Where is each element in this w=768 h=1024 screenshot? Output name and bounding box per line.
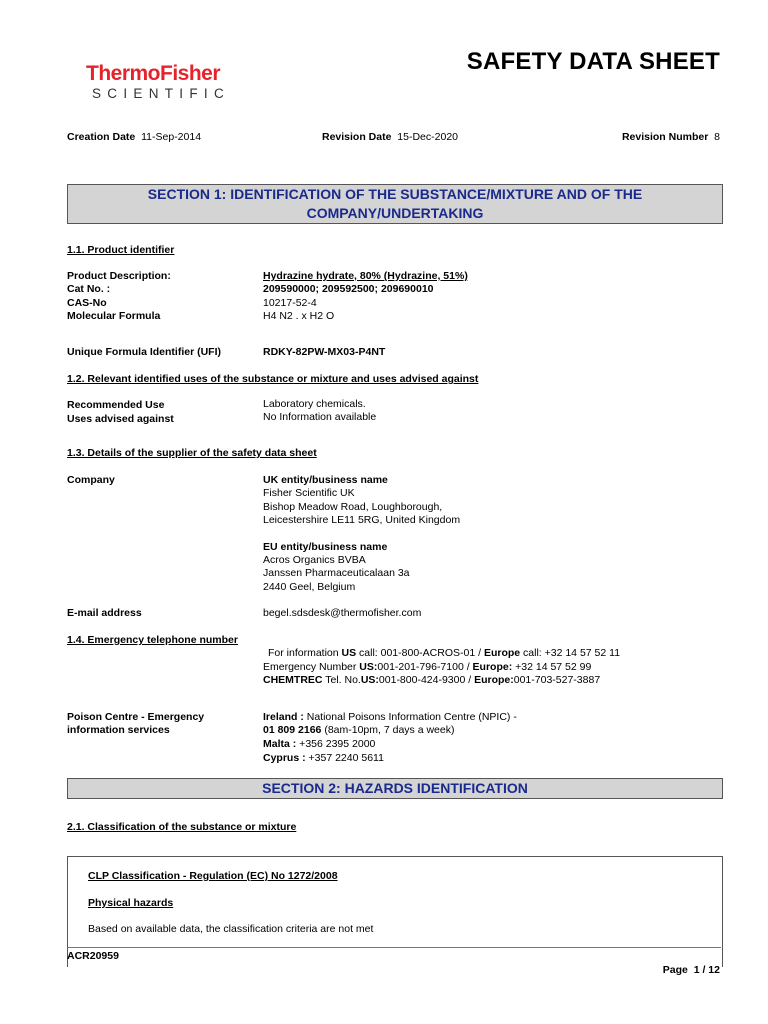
- creation-date: [67, 131, 201, 143]
- cat-label: Cat No. :: [67, 283, 111, 295]
- em1-text2: call: 001-800-ACROS-01 /: [356, 647, 484, 659]
- product-desc-value: Hydrazine hydrate, 80% (Hydrazine, 51%): [263, 270, 468, 282]
- section2-title: SECTION 2: HAZARDS IDENTIFICATION: [262, 780, 528, 796]
- poison-ireland: Ireland :: [263, 711, 304, 723]
- em1-europe: Europe: [483, 647, 521, 659]
- formula-label: Molecular Formula: [67, 310, 161, 322]
- s12-heading: 1.2. Relevant identified uses of the substance or mixture and uses advised against: [67, 373, 479, 385]
- page-value: 1 / 12: [693, 964, 720, 976]
- poison-line-2: [263, 724, 454, 736]
- revision-date-label: Revision Date: [322, 131, 392, 143]
- em1-us: US: [341, 647, 357, 659]
- em3-text2: 001-800-424-9300 /: [378, 674, 475, 686]
- em3-text3: 001-703-527-3887: [513, 674, 601, 686]
- formula-value: H4 N2 . x H2 O: [263, 310, 335, 322]
- ufi-label: Unique Formula Identifier (UFI): [67, 346, 221, 358]
- revision-number: [622, 131, 720, 143]
- email-value[interactable]: begel.sdsdesk@thermofisher.com: [263, 607, 422, 619]
- poison-cyprus-phone: +357 2240 5611: [305, 752, 384, 764]
- section1-title-line1: SECTION 1: IDENTIFICATION OF THE SUBSTANCE/MIXTURE AND OF THE: [147, 186, 643, 202]
- poison-label-1: Poison Centre - Emergency: [67, 711, 205, 723]
- adv-against-label: Uses advised against: [67, 413, 174, 425]
- emergency-line-2: [263, 661, 591, 673]
- uk-line2: Bishop Meadow Road, Loughborough,: [263, 501, 443, 513]
- uk-line3: Leicestershire LE11 5RG, United Kingdom: [263, 514, 461, 526]
- em2-us: US:: [359, 661, 378, 673]
- s13-heading: 1.3. Details of the supplier of the safety data sheet: [67, 447, 317, 459]
- em2-text3: +32 14 57 52 99: [512, 661, 592, 673]
- section1-header: [67, 184, 723, 224]
- em3-europe: Europe:: [474, 674, 514, 686]
- page-number: [663, 964, 720, 976]
- uk-heading: UK entity/business name: [263, 474, 388, 486]
- emergency-line-3: [263, 674, 600, 686]
- uk-line1: Fisher Scientific UK: [263, 487, 355, 499]
- document-code: ACR20959: [67, 950, 119, 962]
- em2-europe: Europe:: [472, 661, 513, 673]
- rec-use-label: Recommended Use: [67, 399, 165, 411]
- revision-date-value: 15-Dec-2020: [397, 131, 458, 143]
- eu-line1: Acros Organics BVBA: [263, 554, 366, 566]
- logo-brand: ThermoFisher: [86, 62, 221, 85]
- poison-cyprus: Cyprus :: [263, 752, 306, 764]
- em2-text2: 001-201-796-7100 /: [377, 661, 473, 673]
- em3-text: Tel. No.: [322, 674, 361, 686]
- product-desc-label: Product Description:: [67, 270, 171, 282]
- em1-text3: call: +32 14 57 52 11: [520, 647, 621, 659]
- poison-malta: Malta :: [263, 738, 297, 750]
- cas-label: CAS-No: [67, 297, 107, 309]
- poison-ireland-phone: 01 809 2166: [263, 724, 322, 736]
- em3-us: US:: [360, 674, 379, 686]
- company-label: Company: [67, 474, 115, 486]
- document-title: SAFETY DATA SHEET: [466, 48, 720, 75]
- poison-line-3: [263, 738, 375, 750]
- revision-number-label: Revision Number: [621, 131, 709, 143]
- physical-hazards-heading: Physical hazards: [88, 897, 174, 909]
- eu-line2: Janssen Pharmaceuticalaan 3a: [263, 567, 410, 579]
- clp-heading: CLP Classification - Regulation (EC) No 1272/2008: [88, 870, 338, 882]
- em1-text: For information: [268, 647, 342, 659]
- poison-ireland-hours: (8am-10pm, 7 days a week): [321, 724, 455, 736]
- ufi-value: RDKY-82PW-MX03-P4NT: [263, 346, 386, 358]
- eu-heading: EU entity/business name: [263, 541, 388, 553]
- poison-line-1: [263, 711, 517, 723]
- s11-heading: 1.1. Product identifier: [67, 244, 175, 256]
- poison-malta-phone: +356 2395 2000: [296, 738, 376, 750]
- footer-rule: [67, 947, 721, 948]
- em2-text: Emergency Number: [263, 661, 360, 673]
- physical-hazards-text: Based on available data, the classification criteria are not met: [88, 923, 374, 935]
- revision-number-value: 8: [714, 131, 720, 143]
- cat-value: 209590000; 209592500; 209690010: [263, 283, 434, 295]
- creation-date-label: Creation Date: [67, 131, 136, 143]
- s21-heading: 2.1. Classification of the substance or mixture: [67, 821, 297, 833]
- em3-chemtrec: CHEMTREC: [263, 674, 323, 686]
- emergency-line-1: [268, 647, 620, 659]
- page-label: Page: [662, 964, 688, 976]
- cas-value: 10217-52-4: [263, 297, 317, 309]
- section1-title-line2: COMPANY/UNDERTAKING: [306, 205, 484, 221]
- s14-heading: 1.4. Emergency telephone number: [67, 634, 238, 646]
- logo-subtitle: SCIENTIFIC: [92, 86, 231, 101]
- adv-against-value: No Information available: [263, 411, 377, 423]
- creation-date-value: 11-Sep-2014: [141, 131, 202, 143]
- poison-line-4: [263, 752, 384, 764]
- section2-header: [67, 778, 723, 799]
- eu-line3: 2440 Geel, Belgium: [263, 581, 356, 593]
- rec-use-value: Laboratory chemicals.: [263, 398, 366, 410]
- poison-ireland-text: National Poisons Information Centre (NPIC) -: [303, 711, 517, 723]
- revision-date: [322, 131, 458, 143]
- poison-label-2: information services: [67, 724, 170, 736]
- email-label: E-mail address: [67, 607, 142, 619]
